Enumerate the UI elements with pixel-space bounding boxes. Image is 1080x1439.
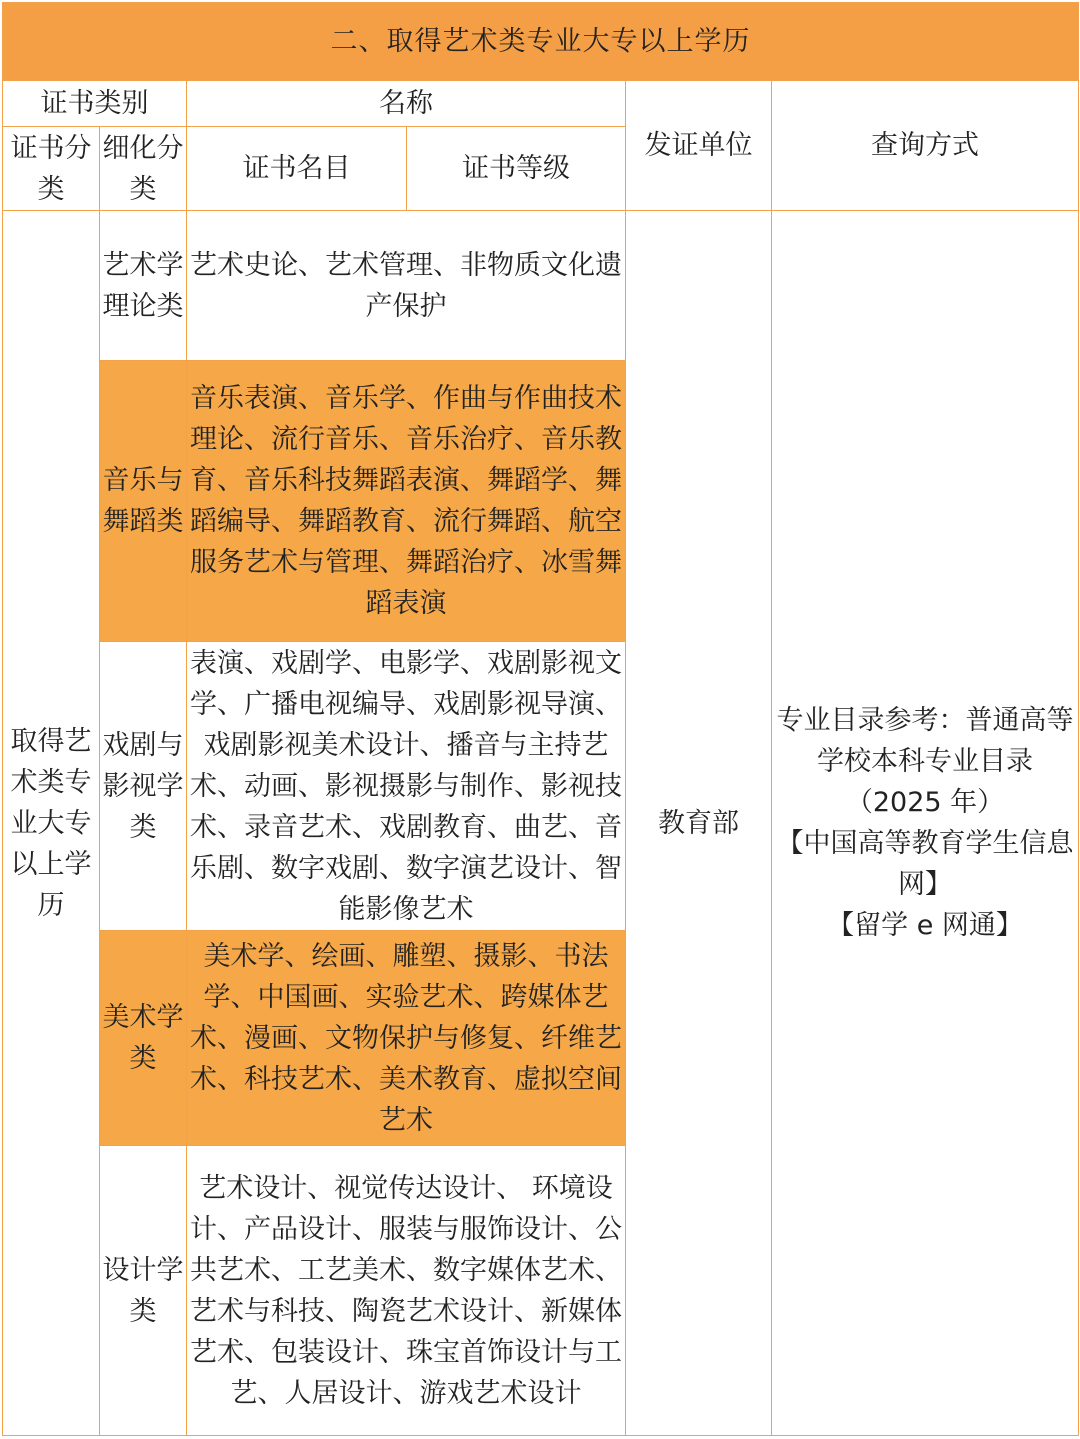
- certificate-table: [2, 2, 1079, 1436]
- header-row-1: [3, 81, 1079, 127]
- majors-cell: 表演、戏剧学、电影学、戏剧影视文学、广播电视编导、戏剧影视导演、戏剧影视美术设计、播音与主持艺术、动画、影视摄影与制作、影视技术、录音艺术、戏剧教育、曲艺、音乐剧、数字戏剧、数字演艺设计、智能影像艺术: [187, 642, 626, 931]
- certificate-table-page: [2, 2, 1078, 1435]
- majors-cell: 艺术设计、视觉传达设计、 环境设计、产品设计、服装与服饰设计、公共艺术、工艺美术、数字媒体艺术、艺术与科技、陶瓷艺术设计、新媒体艺术、包装设计、珠宝首饰设计与工艺、人居设计、游戏艺术设计: [187, 1146, 626, 1436]
- majors-cell: 美术学、绘画、雕塑、摄影、书法学、中国画、实验艺术、跨媒体艺术、漫画、文物保护与修复、纤维艺术、科技艺术、美术教育、虚拟空间艺术: [187, 931, 626, 1146]
- majors-cell: 音乐表演、音乐学、作曲与作曲技术理论、流行音乐、音乐治疗、音乐教育、音乐科技舞蹈表演、舞蹈学、舞蹈编导、舞蹈教育、流行舞蹈、航空服务艺术与管理、舞蹈治疗、冰雪舞蹈表演: [187, 361, 626, 642]
- header-cert-class: 证书分类: [3, 127, 100, 211]
- table-title: 二、取得艺术类专业大专以上学历: [3, 3, 1079, 81]
- subcategory-cell: 美术学类: [100, 931, 187, 1146]
- subcategory-cell: 设计学类: [100, 1146, 187, 1436]
- header-cert-category: 证书类别: [3, 81, 187, 127]
- query-chsi-link: 【中国高等教育学生信息网】: [776, 828, 1074, 900]
- header-issuer: 发证单位: [626, 81, 772, 211]
- main-category-cell: 取得艺术类专业大专以上学历: [3, 211, 100, 1436]
- query-catalog-reference: 专业目录参考：普通高等学校本科专业目录: [776, 705, 1074, 777]
- issuer-cell: 教育部: [626, 211, 772, 1436]
- query-catalog-year: （2025 年）: [845, 787, 1005, 818]
- header-cert-item: 证书名目: [187, 127, 407, 211]
- subcategory-cell: 戏剧与影视学类: [100, 642, 187, 931]
- majors-cell: 艺术史论、艺术管理、非物质文化遗产保护: [187, 211, 626, 361]
- query-method-cell: [772, 211, 1079, 1436]
- header-sub-class: 细化分类: [100, 127, 187, 211]
- subcategory-cell: 艺术学理论类: [100, 211, 187, 361]
- header-query-method: 查询方式: [772, 81, 1079, 211]
- subcategory-cell: 音乐与舞蹈类: [100, 361, 187, 642]
- header-name: 名称: [187, 81, 626, 127]
- header-cert-level: 证书等级: [407, 127, 626, 211]
- table-row: [3, 211, 1079, 361]
- title-row: [3, 3, 1079, 81]
- query-liuxue-link: 【留学 e 网通】: [827, 910, 1023, 941]
